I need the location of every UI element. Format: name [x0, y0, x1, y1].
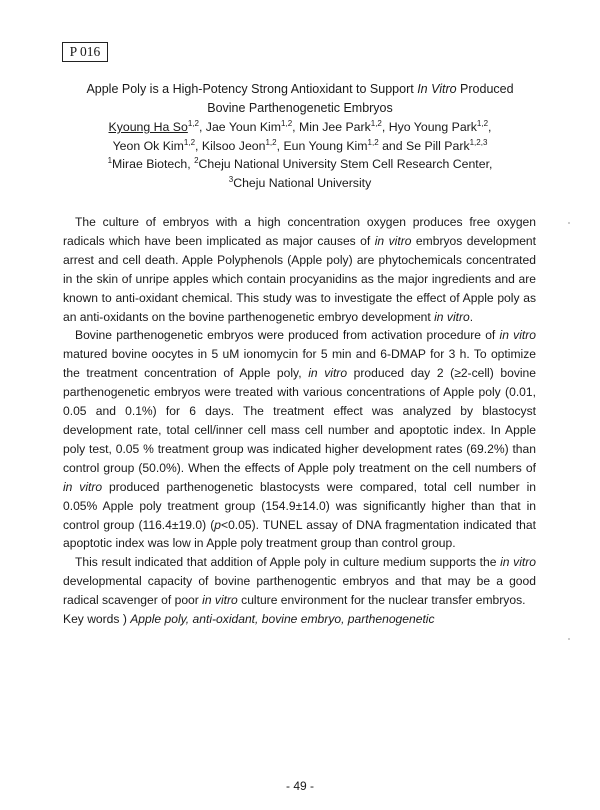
author: Eun Young Kim: [283, 138, 368, 153]
scan-speck: [568, 222, 570, 224]
keywords: [63, 612, 435, 626]
author: Jae Youn Kim: [205, 120, 282, 134]
abstract-code-box: [62, 42, 108, 62]
abstract-paragraph-2: Bovine parthenogenetic embryos were produced from activation procedure of in vitro matured bovine oocytes in 5 uM ionomycin for 5 min and 6-DMAP for 3 h. To optimize the treatment concentration of Apple poly, in vitro produced day 2 (≥2-cell) bovine parthenogenetic embryos were treated with various concentrations of Apple poly (0.01, 0.05 and 0.1%) for 6 days. The treatment effect was analyzed by blastocyst development rate, total cell/inner cell mass cell number and apoptotic index. In Apple poly test, 0.05 % treatment group was indicated higher development rates (69.2%) than control group (50.0%). When the effects of Apple poly treatment on the cell numbers of in vitro produced parthenogenetic blastocysts were compared, total cell number in 0.05% Apple poly treatment group (154.9±14.0) was significantly higher than that in control group (116.4±19.0) (p<0.05). TUNEL assay of DNA fragmentation indicated that apoptotic index was low in Apple poly treatment group than control group.: [63, 328, 537, 551]
abstract-body: [63, 213, 536, 610]
paper-title: Apple Poly is a High-Potency Strong Antioxidant to Support In Vitro Produced Bovine Parthenogenetic Embryos: [86, 82, 514, 115]
presenting-author: Kyoung Ha So: [108, 120, 188, 134]
abstract-header: [40, 80, 560, 192]
author: Se Pill Park: [406, 138, 470, 153]
keywords-terms: Apple poly, anti-oxidant, bovine embryo, parthenogenetic: [130, 612, 435, 626]
author: Yeon Ok Kim: [112, 138, 184, 153]
author: Min Jee Park: [298, 120, 371, 134]
author: Hyo Young Park: [388, 120, 477, 134]
abstract-paragraph-3: This result indicated that addition of Apple poly in culture medium supports the in vitro developmental capacity of bovine parthenogentic embryos and that may be a good radical scavenger of poor in vitro culture environment for the nuclear transfer embryos.: [63, 555, 536, 608]
keywords-label: Key words ): [63, 612, 131, 626]
affiliations: $^1$Mirae Biotech, $^2$Cheju National University Stem Cell Research Center, $^3$Cheju National University: [107, 156, 493, 190]
scan-speck: [568, 638, 570, 640]
page-number: - 49 -: [285, 779, 314, 793]
author: Kilsoo Jeon: [201, 138, 266, 153]
abstract-paragraph-1: The culture of embryos with a high concentration oxygen produces free oxygen radicals which have been implicated as major causes of in vitro embryos development arrest and cell death. Apple Polyphenols (Apple poly) are phytochemicals concentrated in the skin of unripe apples which contain procyanidins as the major ingredients and are known to anti-oxidant chemical. This study was to investigate the effect of Apple poly as an anti-oxidants on the bovine parthenogenetic embryo development in vitro.: [63, 215, 537, 324]
author-list: Kyoung Ha So$^{1,2}$, Jae Youn Kim$^{1,2}$, Min Jee Park$^{1,2}$, Hyo Young Park$^{1,2}$, Yeon Ok Kim$^{1,2}$, Kilsoo Jeon$^{1,2}$, Eun Young Kim$^{1,2}$ and Se Pill Park$^{1,2,3}$: [108, 119, 492, 153]
abstract-code: P 016: [69, 44, 101, 59]
